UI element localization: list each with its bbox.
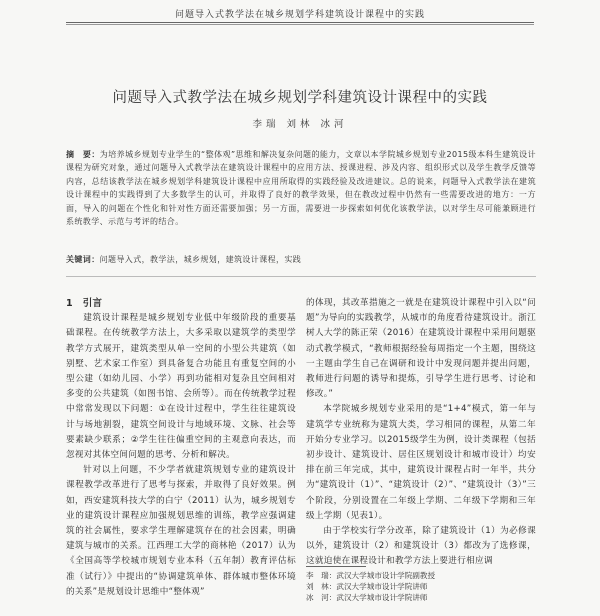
header-rule	[66, 22, 534, 23]
section-divider	[66, 276, 536, 277]
abstract	[66, 148, 536, 228]
running-header: 问题导入式教学法在城乡规划学科建筑设计课程中的实践	[174, 10, 425, 20]
body-paragraph: 的体现，其改革措施之一就是在建筑设计课程中引入以“问题”为导向的实践教学，从城市的角度看待建筑设计。浙江树人大学的陈正荣（2016）在建筑设计课程中采用问题驱动式教学模式，“教师根据经验每周指定一个主题，围绕这一主题由学生自己在调研和设计中发现问题并提出问题，教师进行问题的诱导和提炼，引导学生进行思考、讨论和修改。”	[306, 298, 536, 400]
footnote: 刘 林：武汉大学城市设计学院讲师	[306, 581, 428, 591]
header-rule-secondary	[66, 24, 534, 25]
authors: 李瑞 刘林 冰河	[252, 119, 348, 130]
body-paragraph: 针对以上问题，不少学者就建筑规划专业的建筑设计课程教学改革进行了思考与探索，并取得了良好效果。例如，西安建筑科技大学的白宁（2011）认为，城乡规划专业的建筑设计课程应加强规划思维的训练，教学应强调建筑的社会属性，要求学生理解建筑存在的社会因素，明确建筑与城市的关系。江西理工大学的商林艳（2017）认为《全国高等学校城市规划专业本科（五年制）教育评估标准（试行）》中提出的“协调建筑单体、群体城市整体环境的关系”是规划设计思维中“整体观”	[66, 465, 296, 597]
footnote-rule	[306, 566, 366, 567]
left-column	[66, 296, 296, 600]
right-column	[306, 296, 536, 570]
abstract-text: 为培养城乡规划专业学生的“整体观”思维和解决复杂问题的能力，文章以本学院城乡规划专业2015级本科生建筑设计课程为研究对象，通过问题导入式教学法在建筑设计课程中的应用方法、授课进程、涉及内容、组织形式以及学生教学反馈等内容，总结该教学法在城乡规划学科建筑设计课程中应用所取得的实践经验及改进建议。总的说来，问题导入式教学法在建筑设计课程中的实践得到了大多数学生的认可，并取得了良好的教学效果，但在教改过程中仍然有一些需要改进的地方：一方面，导入的问题在个性化和针对性方面还需要加强；另一方面，需要进一步探索如何优化该教学法，以对学生尽可能兼顾进行系统教学、示范与考评的结合。	[66, 150, 536, 227]
keywords-text: 问题导入式，教学法，城乡规划，建筑设计课程，实践	[99, 255, 302, 264]
keywords-label: 关键词：	[66, 255, 100, 264]
body-paragraph: 建筑设计课程是城乡规划专业低中年级阶段的重要基础课程。在传统教学方法上，大多采取以建筑学的类型学教学方式展开，建筑类型从单一空间的小型公共建筑（如别墅、艺术家工作室）到具备复合功能且有重复空间的小型公建（如幼儿园、小学）再到功能相对复杂且空间相对多变的公共建筑（如图书馆、会所等）。而在传统教学过程中常常发现以下问题：①在设计过程中，学生往往建筑设计与场地割裂，建筑空间设计与地域环境、文脉、社会等要素缺少联系；②学生往往偏重空间的主观意向表达，而忽视对其体空间问题的思考、分析和解决。	[66, 313, 296, 461]
footnote: 李 瑞：武汉大学城市设计学院副教授	[306, 571, 436, 580]
body-paragraph: 由于学校实行学分改革，除了建筑设计（1）为必修课以外，建筑设计（2）和建筑设计（3）都改为了选修课，这就迫使在课程设计和教学方法上要进行相应调	[306, 526, 536, 567]
paper-title: 问题导入式教学法在城乡规划学科建筑设计课程中的实践	[112, 90, 488, 106]
keywords	[66, 254, 536, 265]
abstract-label: 摘 要：	[66, 150, 100, 159]
footnote: 冰 河：武汉大学城市设计学院讲师	[306, 592, 428, 602]
section-heading: 1 引言	[66, 298, 103, 309]
body-paragraph: 本学院城乡规划专业采用的是“1+4”模式，第一年与建筑学专业统称为建筑大类，学习相同的课程，从第二年开始分专业学习。以2015级学生为例，设计类课程（包括初步设计、建筑设计、居住区规划设计和城市设计）均安排在前三年完成，其中，建筑设计课程占时一年半，共分为“建筑设计（1）”、“建筑设计（2）”、“建筑设计（3）”三个阶段，分别设置在二年级上学期、二年级下学期和三年级上学期（见表1）。	[306, 404, 536, 521]
footnotes	[306, 571, 536, 603]
